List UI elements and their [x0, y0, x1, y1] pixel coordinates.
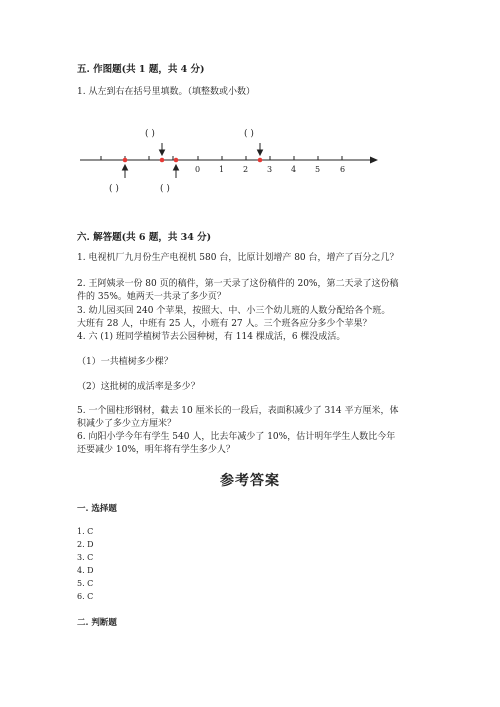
- section6-question-3-line2: 大班有 28 人，中班有 25 人，小班有 27 人。三个班各应分多少个苹果？: [77, 319, 372, 329]
- answer-bracket-bottom-1: ( ): [109, 184, 119, 194]
- tick-label-6: 6: [340, 165, 346, 174]
- section6-question-2-line1: 2. 王阿姨录一份 80 页的稿件，第一天录了这份稿件的 20%，第二天录了这份稿: [77, 279, 399, 289]
- down-arrow-icon: [258, 150, 263, 155]
- tick-label-2: 2: [243, 165, 249, 174]
- point-marker: [174, 158, 179, 163]
- section6-question-3-line1: 3. 幼儿园买回 240 个苹果，按照大、中、小三个幼儿班的人数分配给各个班。: [77, 306, 391, 316]
- tick-label-0: 0: [195, 165, 201, 174]
- answer-bracket-bottom-2: ( ): [160, 184, 170, 194]
- point-marker: [123, 158, 128, 163]
- section6-question-5-line1: 5. 一个圆柱形钢材，截去 10 厘米长的一段后，表面积减少了 314 平方厘米，体: [77, 406, 399, 416]
- point-marker: [258, 158, 263, 163]
- section6-question-6-line1: 6. 向阳小学今年有学生 540 人，比去年减少了 10%，估计明年学生人数比今年: [77, 432, 396, 442]
- answer-bracket-top-1: ( ): [145, 129, 155, 139]
- answers-title: 参考答案: [220, 473, 280, 489]
- answer-item: 3. C: [77, 553, 94, 562]
- answer-item: 5. C: [77, 579, 94, 588]
- answer-item: 1. C: [77, 527, 94, 536]
- tick-label-5: 5: [315, 165, 321, 174]
- up-arrow-icon: [174, 165, 179, 170]
- section6-question-1: 1. 电视机厂九月份生产电视机 580 台，比原计划增产 80 台，增产了百分之几？: [77, 253, 399, 263]
- answer-bracket-top-2: ( ): [244, 129, 254, 139]
- answer-item: 4. D: [77, 566, 94, 575]
- tick-label-4: 4: [291, 165, 297, 174]
- up-arrow-icon: [123, 165, 128, 170]
- section6-heading: 六. 解答题(共 6 题，共 34 分): [77, 232, 212, 243]
- section6-question-6-line2: 还要减少 10%，明年将有学生多少人？: [77, 445, 235, 455]
- down-arrow-icon: [160, 150, 165, 155]
- number-line-ticks: [101, 156, 342, 160]
- section6-question-5-line2: 积减少了多少立方厘米？: [77, 419, 177, 429]
- point-marker: [160, 158, 165, 163]
- tick-label-1: 1: [219, 165, 225, 174]
- section6-question-4-sub1: （1）一共植树多少棵？: [77, 357, 173, 367]
- section6-question-4: 4. 六 (1) 班同学植树节去公园种树，有 114 棵成活，6 棵没成活。: [77, 332, 346, 342]
- section6-question-2-line2: 件的 35%。她两天一共录了多少页？: [77, 292, 226, 302]
- tick-label-3: 3: [267, 165, 273, 174]
- answer-item: 6. C: [77, 592, 94, 601]
- answers-section1-heading: 一. 选择题: [77, 504, 117, 514]
- section5-question-1: 1. 从左到右在括号里填数。（填整数或小数）: [77, 87, 255, 97]
- answers-section2-heading: 二. 判断题: [77, 618, 117, 628]
- answer-item: 2. D: [77, 540, 94, 549]
- section5-heading: 五. 作图题(共 1 题，共 4 分): [77, 64, 205, 75]
- number-line-arrow-icon: [370, 157, 378, 164]
- section6-question-4-sub2: （2）这批树的成活率是多少？: [77, 382, 200, 392]
